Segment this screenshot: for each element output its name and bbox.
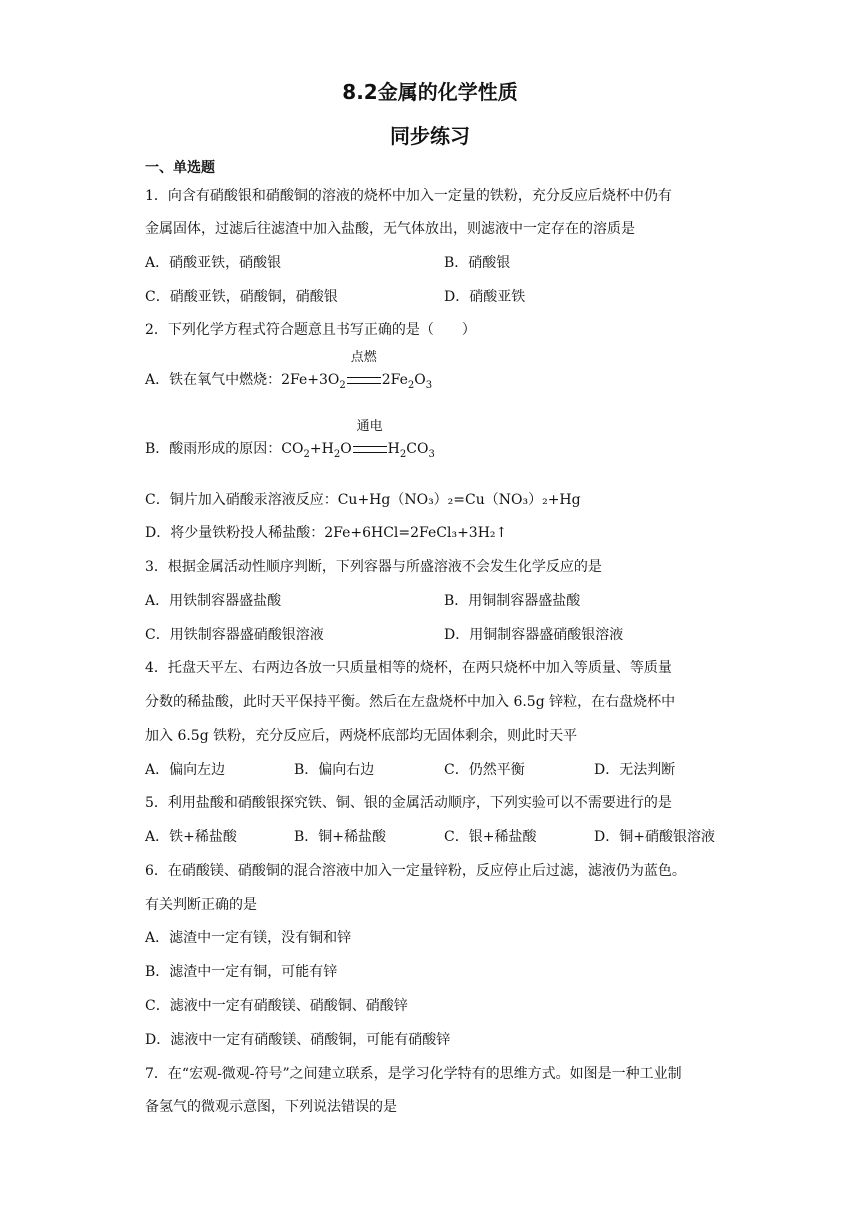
q2-b-product-sub1: 2: [399, 448, 407, 460]
q2-option-b: [145, 419, 435, 465]
q2-option-c: C．铜片加入硝酸汞溶液反应：Cu+Hg（NO₃）₂=Cu（NO₃）₂+Hg: [145, 492, 581, 508]
q1-stem-line2: 金属固体，过滤后往滤渣中加入盐酸，无气体放出，则滤液中一定存在的溶质是: [145, 221, 635, 237]
q2-option-a: [145, 350, 433, 396]
q7-stem-line1: 7．在“宏观-微观-符号”之间建立联系，是学习化学特有的思维方式。如图是一种工业制: [145, 1066, 682, 1082]
q2-b-product-mid: CO: [406, 441, 429, 457]
q1-option-c: C．硝酸亚铁，硝酸铜，硝酸银: [145, 289, 338, 305]
q1-option-b: B．硝酸银: [444, 255, 511, 271]
q7-stem-line2: 备氢气的微观示意图，下列说法错误的是: [145, 1099, 397, 1115]
q4-option-d: D．无法判断: [594, 762, 676, 778]
q2-b-o: O: [340, 441, 352, 457]
q3-stem: 3．根据金属活动性顺序判断，下列容器与所盛溶液不会发生化学反应的是: [145, 559, 602, 575]
q2-a-equation-arrow: [346, 350, 382, 390]
q5-stem: 5．利用盐酸和硝酸银探究铁、铜、银的金属活动顺序，下列实验可以不需要进行的是: [145, 795, 672, 811]
q2-b-prefix: B．酸雨形成的原因：CO: [145, 441, 304, 457]
q3-option-d: D．用铜制容器盛硝酸银溶液: [444, 627, 624, 643]
q4-option-b: B．偏向右边: [294, 762, 375, 778]
q5-option-d: D．铜+硝酸银溶液: [594, 829, 715, 845]
q2-a-product-mid: O: [414, 372, 426, 388]
q2-b-condition: 通电: [356, 419, 383, 434]
section-heading: 一、单选题: [145, 160, 215, 176]
page-subtitle: 同步练习: [390, 124, 470, 148]
q6-stem-line1: 6．在硝酸镁、硝酸铜的混合溶液中加入一定量锌粉，反应停止后过滤，滤液仍为蓝色。: [145, 863, 686, 879]
q3-option-a: A．用铁制容器盛盐酸: [145, 593, 282, 609]
q2-a-product-sub2: 3: [425, 379, 433, 391]
q2-stem: 2．下列化学方程式符合题意且书写正确的是（ ）: [145, 322, 476, 338]
q4-stem-line3: 加入 6.5g 铁粉，充分反应后，两烧杯底部均无固体剩余，则此时天平: [145, 728, 578, 744]
q1-stem-line1: 1．向含有硝酸银和硝酸铜的溶液的烧杯中加入一定量的铁粉，充分反应后烧杯中仍有: [145, 188, 672, 204]
q2-b-equation-arrow: [352, 419, 388, 459]
q4-stem-line1: 4．托盘天平左、右两边各放一只质量相等的烧杯，在两只烧杯中加入等质量、等质量: [145, 660, 672, 676]
q1-option-d: D．硝酸亚铁: [444, 289, 526, 305]
q4-stem-line2: 分数的稀盐酸，此时天平保持平衡。然后在左盘烧杯中加入 6.5g 锌粒，在右盘烧杯中: [145, 694, 676, 710]
q5-option-c: C．银+稀盐酸: [444, 829, 537, 845]
q6-option-d: D．滤液中一定有硝酸镁、硝酸铜，可能有硝酸锌: [145, 1032, 451, 1048]
q2-b-product-sub2: 3: [428, 448, 435, 460]
q3-option-c: C．用铁制容器盛硝酸银溶液: [145, 627, 324, 643]
q2-a-product-sub1: 2: [407, 379, 415, 391]
q5-option-a: A．铁+稀盐酸: [145, 829, 237, 845]
q4-option-c: C．仍然平衡: [444, 762, 525, 778]
q2-a-reactants: A．铁在氧气中燃烧：2Fe+3O: [145, 372, 340, 388]
q2-b-sub1: 2: [303, 448, 310, 460]
q6-stem-line2: 有关判断正确的是: [145, 897, 257, 913]
q2-b-product: H: [387, 441, 400, 457]
q2-a-product: 2Fe: [381, 372, 408, 388]
q6-option-a: A．滤渣中一定有镁，没有铜和锌: [145, 930, 352, 946]
q4-option-a: A．偏向左边: [145, 762, 226, 778]
q3-option-b: B．用铜制容器盛盐酸: [444, 593, 581, 609]
q2-option-d: D．将少量铁粉投人稀盐酸：2Fe+6HCl=2FeCl₃+3H₂↑: [145, 525, 508, 541]
q1-option-a: A．硝酸亚铁，硝酸银: [145, 255, 282, 271]
q2-a-sub: 2: [339, 379, 346, 391]
q2-b-sub2: 2: [333, 448, 341, 460]
q5-option-b: B．铜+稀盐酸: [294, 829, 387, 845]
q2-a-condition: 点燃: [350, 350, 377, 365]
page-title: 8.2金属的化学性质: [342, 80, 518, 104]
q6-option-b: B．滤渣中一定有铜，可能有锌: [145, 964, 338, 980]
q2-b-mid: +H: [309, 441, 334, 457]
q6-option-c: C．滤液中一定有硝酸镁、硝酸铜、硝酸锌: [145, 998, 408, 1014]
